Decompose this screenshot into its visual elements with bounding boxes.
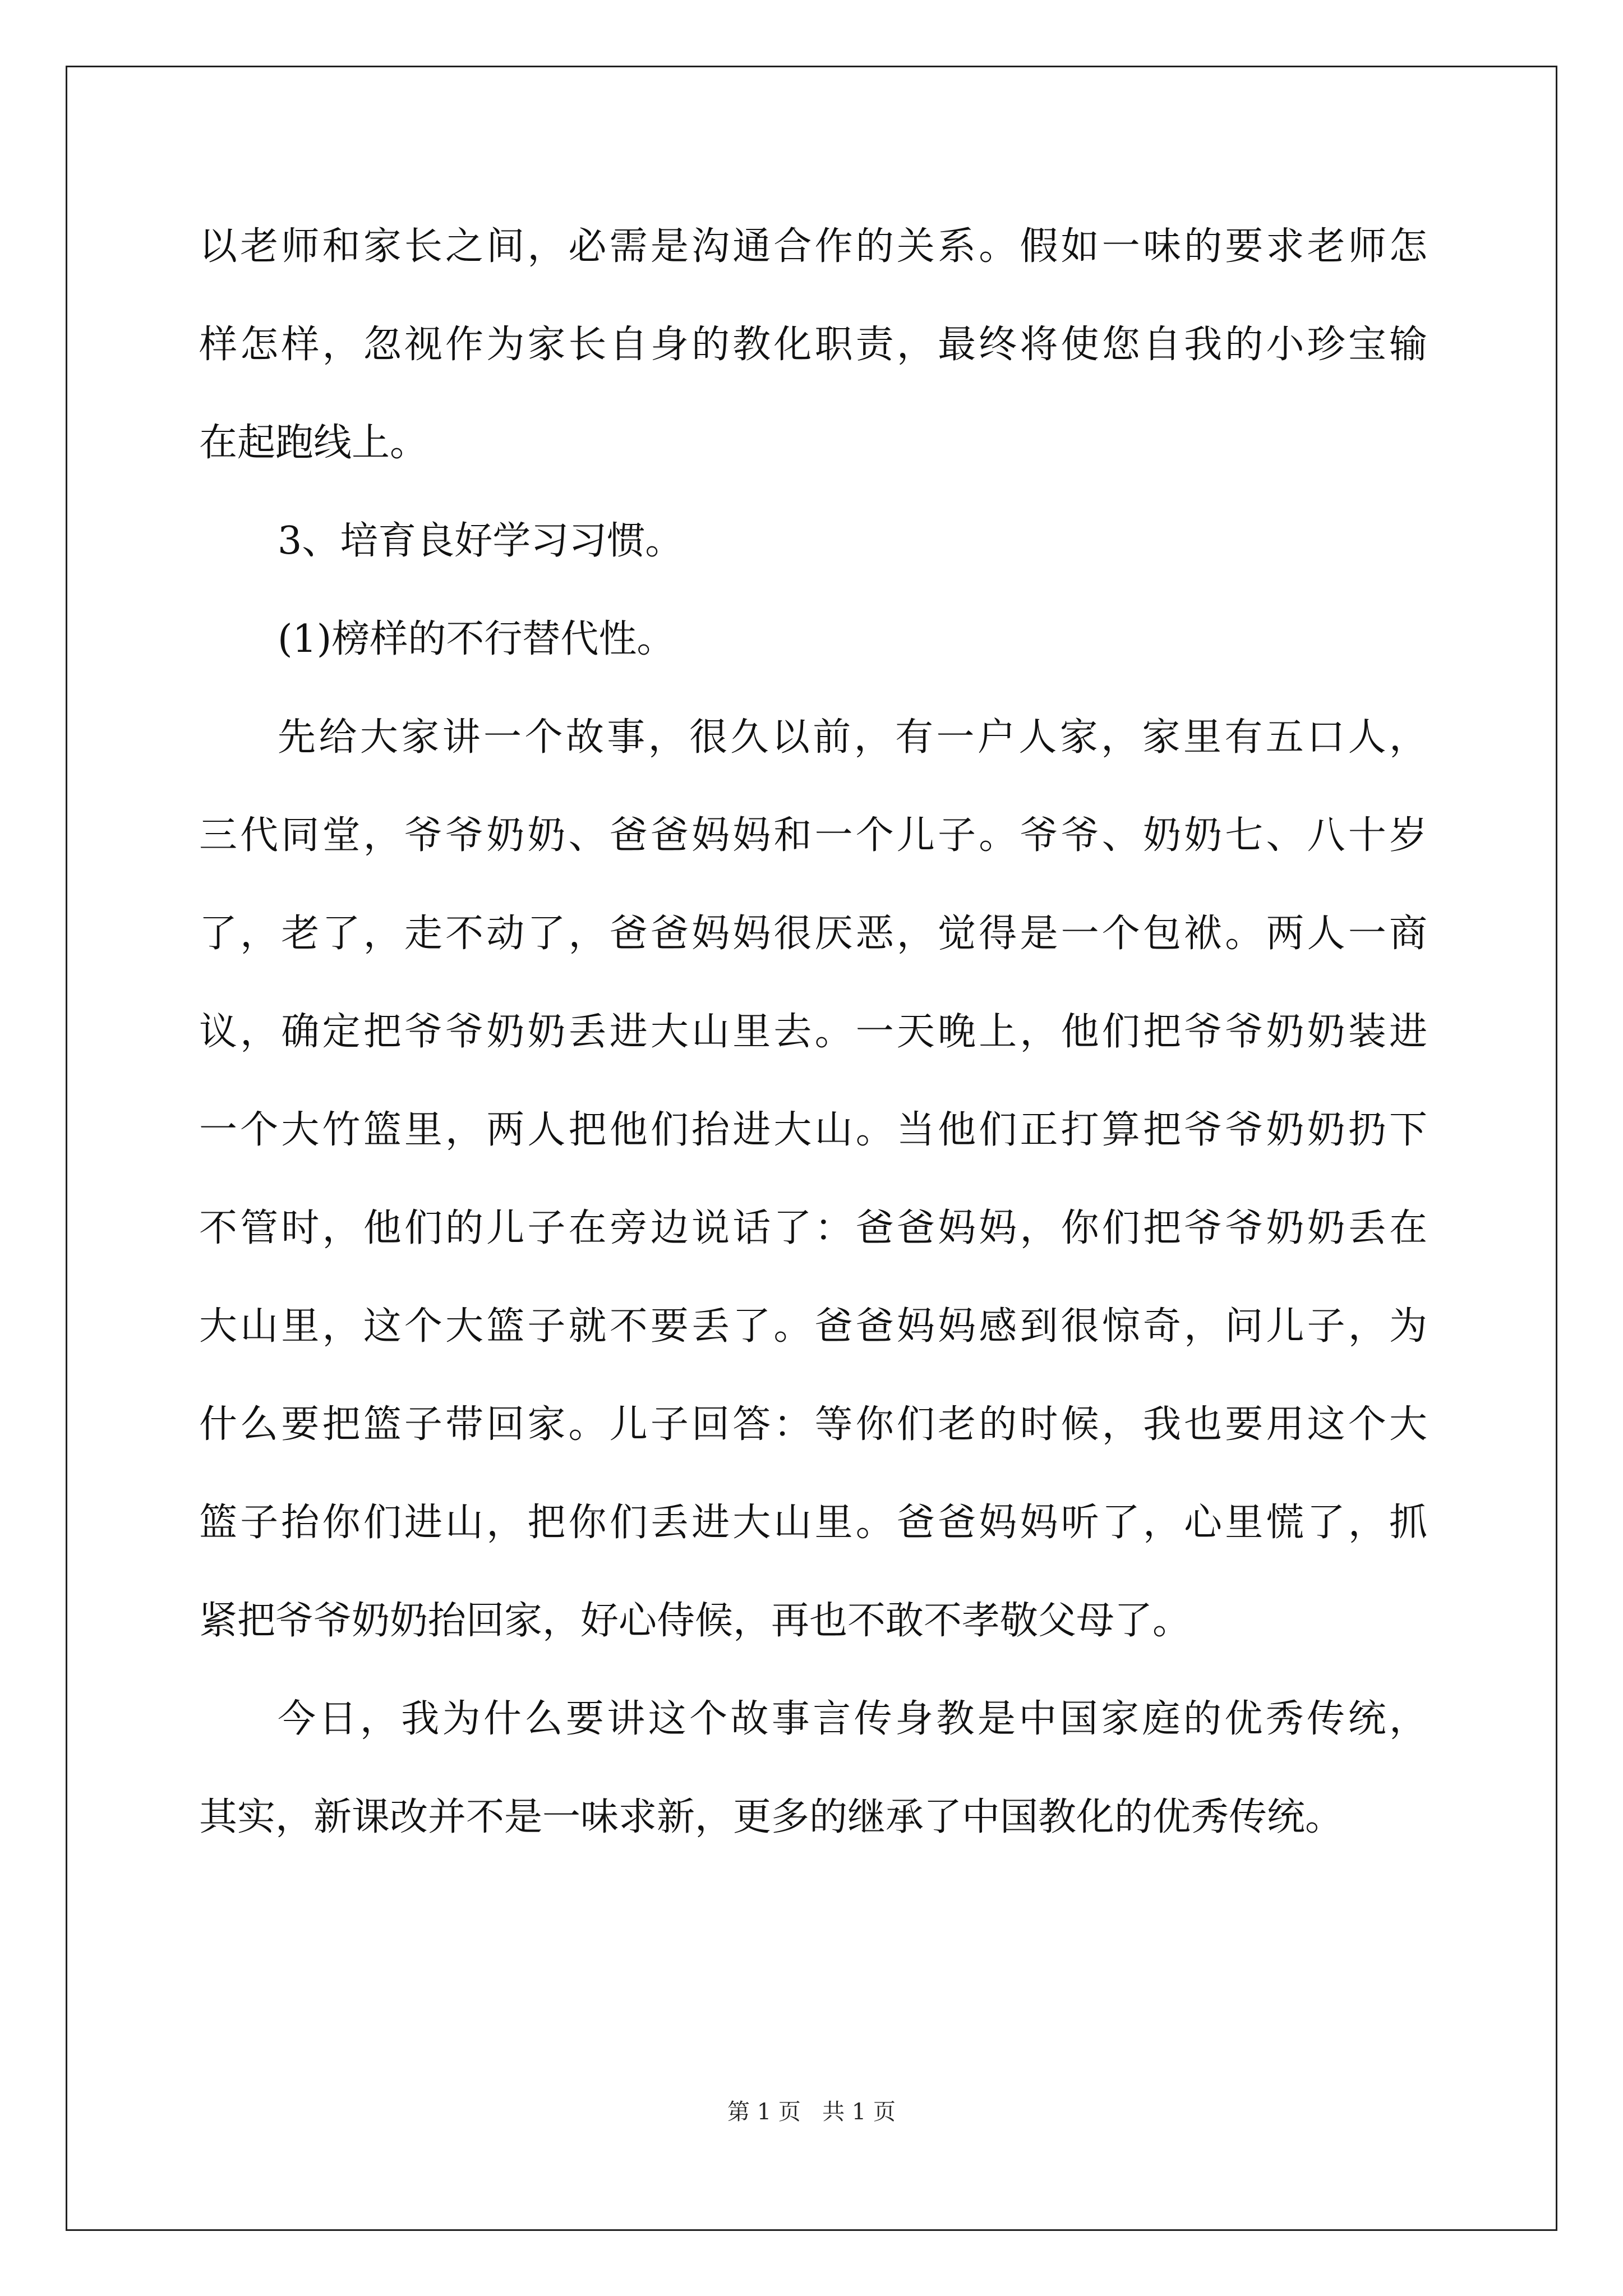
body-line: 了，老了，走不动了，爸爸妈妈很厌恶，觉得是一个包袱。两人一商 bbox=[199, 912, 1427, 956]
page-number-footer: 第 1 页 共 1 页 bbox=[727, 2099, 896, 2125]
body-line: 以老师和家长之间，必需是沟通合作的关系。假如一味的要求老师怎 bbox=[199, 224, 1427, 269]
body-line: 议，确定把爷爷奶奶丢进大山里去。一天晚上，他们把爷爷奶奶装进 bbox=[199, 1010, 1427, 1054]
paragraph-first-line: 今日，我为什么要讲这个故事言传身教是中国家庭的优秀传统， bbox=[278, 1697, 1427, 1741]
body-line: 紧把爷爷奶奶抬回家，好心侍候，再也不敢不孝敬父母了。 bbox=[199, 1599, 1191, 1643]
section-heading: 3、培育良好学习习惯。 bbox=[278, 519, 684, 563]
body-line: 一个大竹篮里，两人把他们抬进大山。当他们正打算把爷爷奶奶扔下 bbox=[199, 1108, 1427, 1152]
paragraph-first-line: 先给大家讲一个故事，很久以前，有一户人家，家里有五口人， bbox=[278, 715, 1427, 760]
body-line: 三代同堂，爷爷奶奶、爸爸妈妈和一个儿子。爷爷、奶奶七、八十岁 bbox=[199, 813, 1427, 858]
body-line: 样怎样，忽视作为家长自身的教化职责，最终将使您自我的小珍宝输 bbox=[199, 323, 1427, 367]
body-line: 不管时，他们的儿子在旁边说话了：爸爸妈妈，你们把爷爷奶奶丢在 bbox=[199, 1206, 1427, 1250]
body-line: 篮子抬你们进山，把你们丢进大山里。爸爸妈妈听了，心里慌了，抓 bbox=[199, 1501, 1427, 1545]
subsection-heading: (1)榜样的不行替代性。 bbox=[278, 617, 675, 661]
body-line: 在起跑线上。 bbox=[199, 421, 428, 465]
body-line: 什么要把篮子带回家。儿子回答：等你们老的时候，我也要用这个大 bbox=[199, 1402, 1427, 1447]
body-line: 其实，新课改并不是一味求新，更多的继承了中国教化的优秀传统。 bbox=[199, 1795, 1344, 1839]
body-line: 大山里，这个大篮子就不要丢了。爸爸妈妈感到很惊奇，问儿子，为 bbox=[199, 1304, 1427, 1349]
